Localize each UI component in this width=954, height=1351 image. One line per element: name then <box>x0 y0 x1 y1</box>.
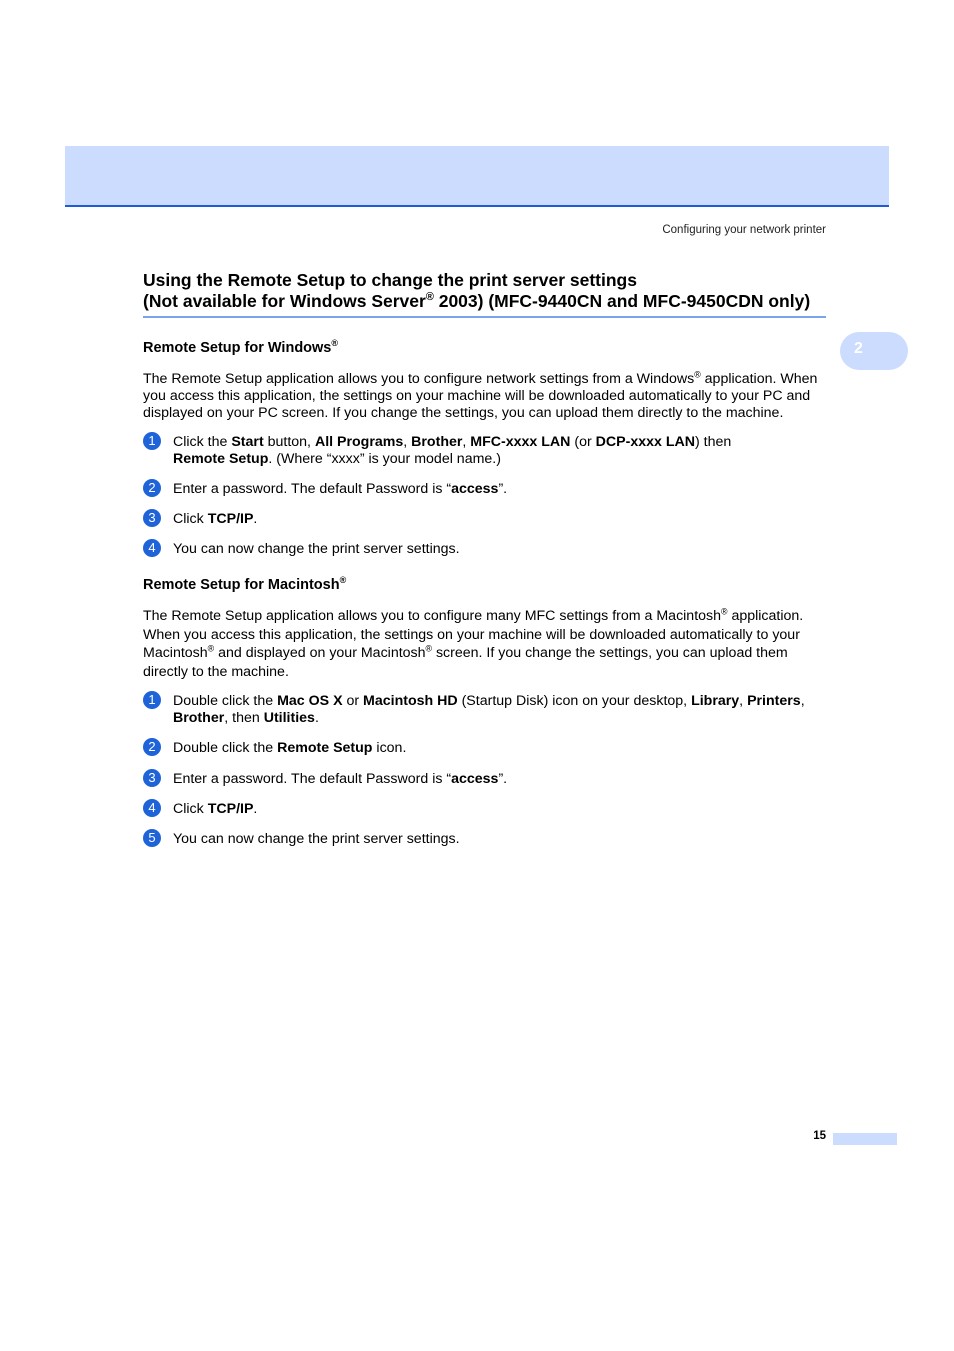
step-number-icon: 3 <box>143 509 161 527</box>
title-line-1: Using the Remote Setup to change the print server settings <box>143 270 637 290</box>
section-title <box>143 270 826 318</box>
step-number-icon: 1 <box>143 432 161 450</box>
step-number-icon: 2 <box>143 738 161 756</box>
ui-term: access <box>451 771 499 787</box>
title-line-2: (Not available for Windows Server <box>143 291 426 311</box>
registered-mark: ® <box>694 369 701 380</box>
text: or <box>342 693 364 709</box>
text: Click <box>173 511 208 527</box>
ui-term: Start <box>231 434 264 450</box>
mac-step-3 <box>143 771 826 788</box>
text: Click <box>173 801 208 817</box>
text: You can now change the print server settings. <box>173 541 460 557</box>
text: , <box>800 693 805 709</box>
ui-term: Library <box>691 693 740 709</box>
text: (or <box>570 434 596 450</box>
windows-heading <box>143 340 826 356</box>
text: ”. <box>498 481 508 497</box>
ui-term: DCP-xxxx LAN <box>595 434 695 450</box>
text: , <box>403 434 412 450</box>
step-number-icon: 5 <box>143 829 161 847</box>
text: screen. If you change the settings, you can upload them directly to the machine. <box>143 645 788 680</box>
mac-heading <box>143 577 826 593</box>
ui-term: All Programs <box>314 434 404 450</box>
step-number-icon: 3 <box>143 769 161 787</box>
text: application. When you access this application, the settings on your machine will be downloaded automatically to your PC and displayed on your PC screen. If you change the settings, you can upload them directly to the machine. <box>143 371 818 421</box>
ui-term: TCP/IP <box>207 511 254 527</box>
ui-term: Mac OS X <box>277 693 343 709</box>
text: Enter a password. The default Password is “ <box>173 481 452 497</box>
ui-term: Remote Setup <box>277 740 373 756</box>
text: , then <box>224 710 264 726</box>
ui-term: TCP/IP <box>207 801 254 817</box>
registered-mark: ® <box>207 643 215 654</box>
mac-step-2 <box>143 740 826 757</box>
registered-mark: ® <box>339 575 347 586</box>
ui-term: Brother <box>411 434 463 450</box>
text: You can now change the print server settings. <box>173 831 460 847</box>
text: Double click the <box>173 693 278 709</box>
text: application. When you access this application, the settings on your machine will be downloaded automatically to your Macintosh <box>143 608 804 661</box>
text: (Startup Disk) icon on your desktop, <box>457 693 692 709</box>
ui-term: Macintosh HD <box>363 693 458 709</box>
text: . <box>253 801 258 817</box>
registered-mark: ® <box>425 291 434 304</box>
text: Enter a password. The default Password is “ <box>173 771 452 787</box>
text: The Remote Setup application allows you to configure network settings from a Windows <box>143 371 695 387</box>
mac-paragraph <box>143 607 826 681</box>
step-number-icon: 4 <box>143 539 161 557</box>
step-number-icon: 4 <box>143 799 161 817</box>
text: button, <box>263 434 315 450</box>
windows-step-3 <box>143 511 826 528</box>
chapter-number: 2 <box>854 340 863 357</box>
main-content <box>143 270 826 848</box>
text: Click the <box>173 434 232 450</box>
text: and displayed on your Macintosh <box>214 645 426 661</box>
step-number-icon: 2 <box>143 479 161 497</box>
windows-step-4 <box>143 541 826 558</box>
text: , <box>739 693 748 709</box>
registered-mark: ® <box>721 606 728 617</box>
text: The Remote Setup application allows you to configure many MFC settings from a Macintosh <box>143 608 722 624</box>
text: . <box>253 511 258 527</box>
windows-paragraph <box>143 371 826 422</box>
page-number-bar <box>833 1133 897 1145</box>
header-band <box>65 146 889 207</box>
page-number: 15 <box>813 1130 826 1142</box>
title-line-2-rest: 2003) (MFC-9440CN and MFC-9450CDN only) <box>433 291 811 311</box>
windows-step-1 <box>143 434 826 468</box>
text: Double click the <box>173 740 278 756</box>
text: . (Where “xxxx” is your model name.) <box>268 451 501 467</box>
ui-term: access <box>451 481 499 497</box>
windows-step-2 <box>143 481 826 498</box>
text: icon. <box>372 740 407 756</box>
mac-step-5 <box>143 831 826 848</box>
text: , <box>462 434 471 450</box>
ui-term: Brother <box>173 710 225 726</box>
windows-heading-text: Remote Setup for Windows <box>143 340 332 356</box>
registered-mark: ® <box>331 338 338 349</box>
ui-term: MFC-xxxx LAN <box>470 434 571 450</box>
text: ) then <box>695 434 732 450</box>
mac-heading-text: Remote Setup for Macintosh <box>143 577 340 593</box>
mac-step-1 <box>143 693 826 727</box>
ui-term: Remote Setup <box>173 451 269 467</box>
ui-term: Printers <box>747 693 801 709</box>
ui-term: Utilities <box>263 710 315 726</box>
chapter-tab <box>840 332 908 370</box>
step-number-icon: 1 <box>143 691 161 709</box>
registered-mark: ® <box>425 643 433 654</box>
mac-step-4 <box>143 801 826 818</box>
text: ”. <box>498 771 508 787</box>
running-header: Configuring your network printer <box>662 224 826 236</box>
text: . <box>314 710 319 726</box>
